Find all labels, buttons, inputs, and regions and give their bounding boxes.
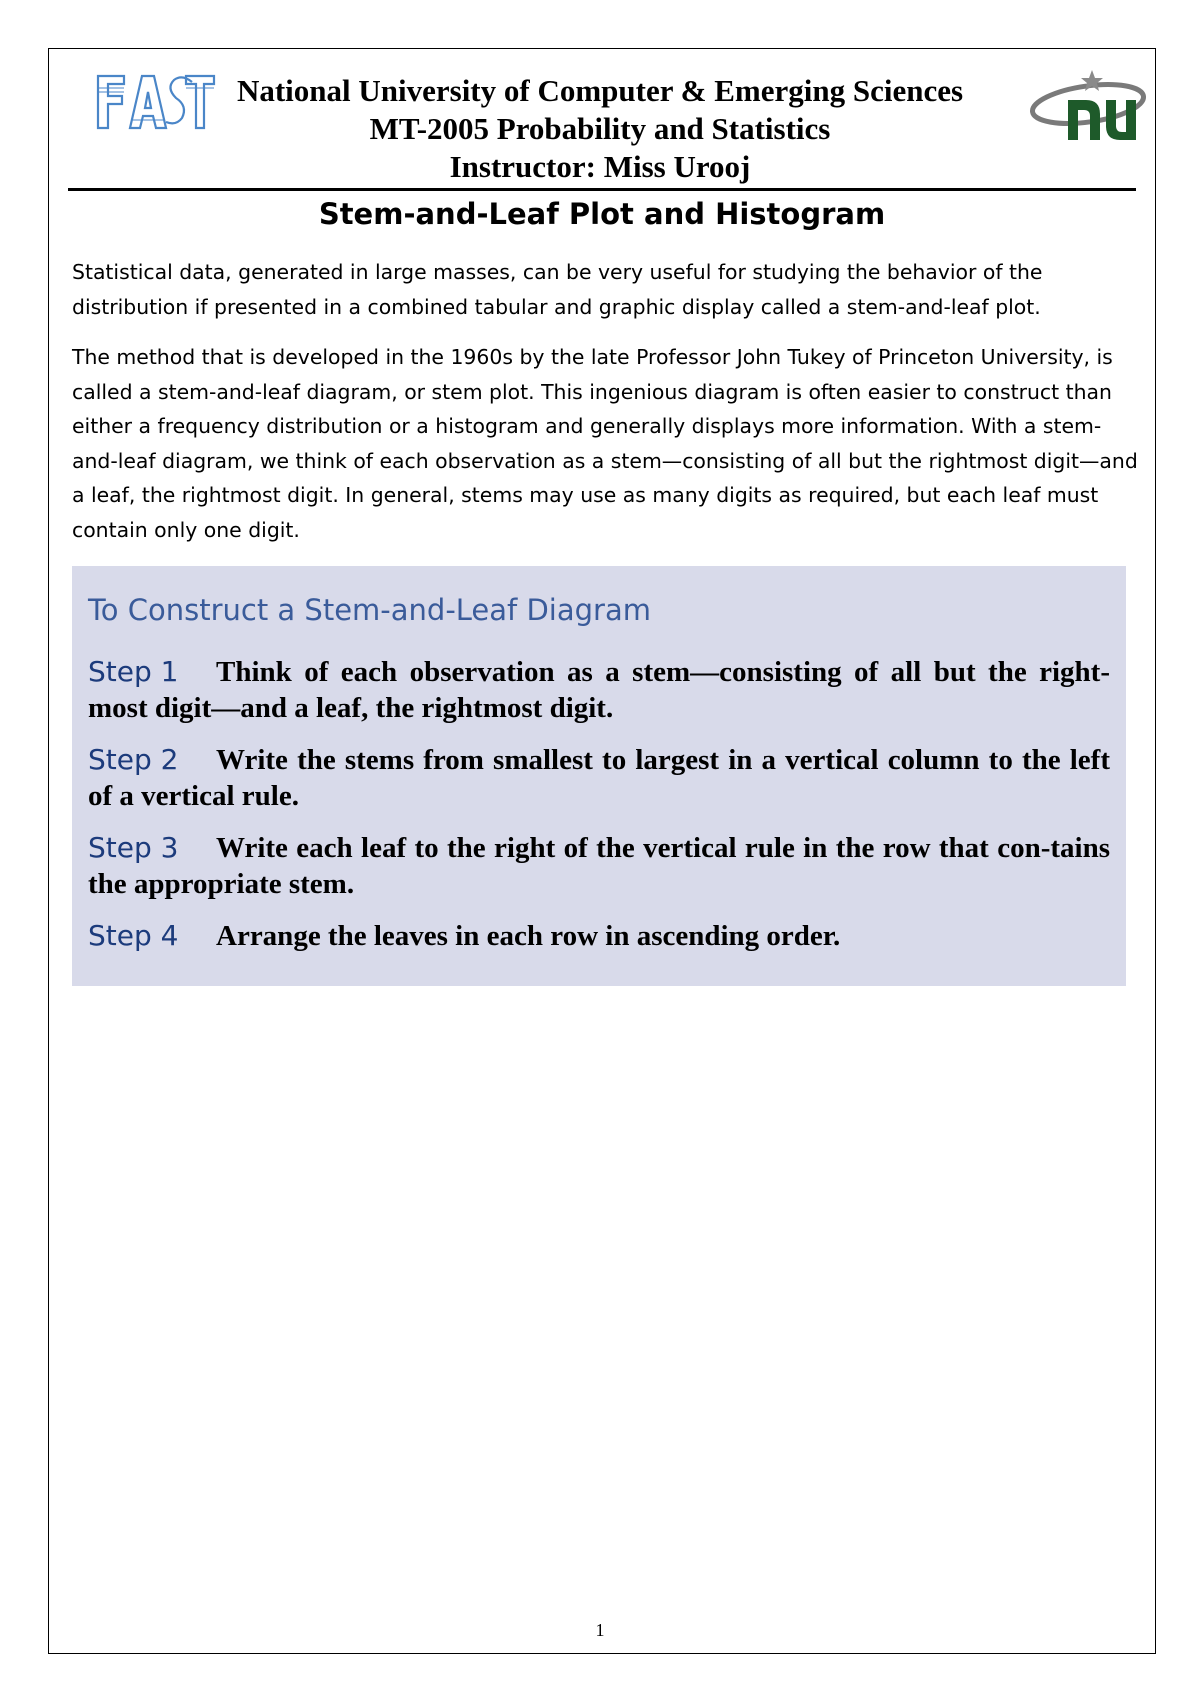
nu-logo-icon xyxy=(1028,70,1168,148)
page-number: 1 xyxy=(595,1620,605,1640)
step-label: Step 2 xyxy=(88,743,179,776)
step-text: Think of each observation as a stem—consisting of all but the right-most digit—and a leaf, the rightmost digit. xyxy=(88,656,1110,724)
stem-leaf-construction-box xyxy=(72,566,1126,986)
instructor-name: Instructor: Miss Urooj xyxy=(449,149,751,184)
step-text: Write the stems from smallest to largest in a vertical column to the left of a vertical rule. xyxy=(88,744,1110,812)
paragraph: Statistical data, generated in large masses, can be very useful for studying the behavior of the distribution if presented in a combined tabular and graphic display called a stem-and-leaf plot. xyxy=(72,260,1043,319)
step-label: Step 3 xyxy=(88,831,179,864)
fast-logo-icon xyxy=(96,72,216,132)
box-title: To Construct a Stem-and-Leaf Diagram xyxy=(88,593,651,627)
paragraph: The method that is developed in the 1960s by the late Professor John Tukey of Princeton University, is called a stem-and-leaf diagram, or stem plot. This ingenious diagram is often easier to construct than either a frequency distribution or a histogram and generally displays more information. With a stem-and-leaf diagram, we think of each observation as a stem—consisting of all but the rightmost digit—and a leaf, the rightmost digit. In general, stems may use as many digits as required, but each leaf must contain only one digit. xyxy=(72,345,1138,542)
step-label: Step 4 xyxy=(88,919,179,952)
course-name: MT-2005 Probability and Statistics xyxy=(369,111,831,146)
university-name: National University of Computer & Emerging Sciences xyxy=(236,73,964,108)
step-text: Arrange the leaves in each row in ascending order. xyxy=(216,920,841,952)
document-header xyxy=(220,72,980,186)
step-label: Step 1 xyxy=(88,655,179,688)
body-text xyxy=(72,255,1142,563)
step-text: Write each leaf to the right of the vertical rule in the row that con-tains the appropriate stem. xyxy=(88,832,1110,900)
step-3 xyxy=(88,830,1110,902)
step-4 xyxy=(88,918,1110,954)
step-2 xyxy=(88,742,1110,814)
step-1 xyxy=(88,654,1110,726)
header-rule xyxy=(68,188,1136,191)
page-title: Stem-and-Leaf Plot and Histogram xyxy=(318,197,886,231)
